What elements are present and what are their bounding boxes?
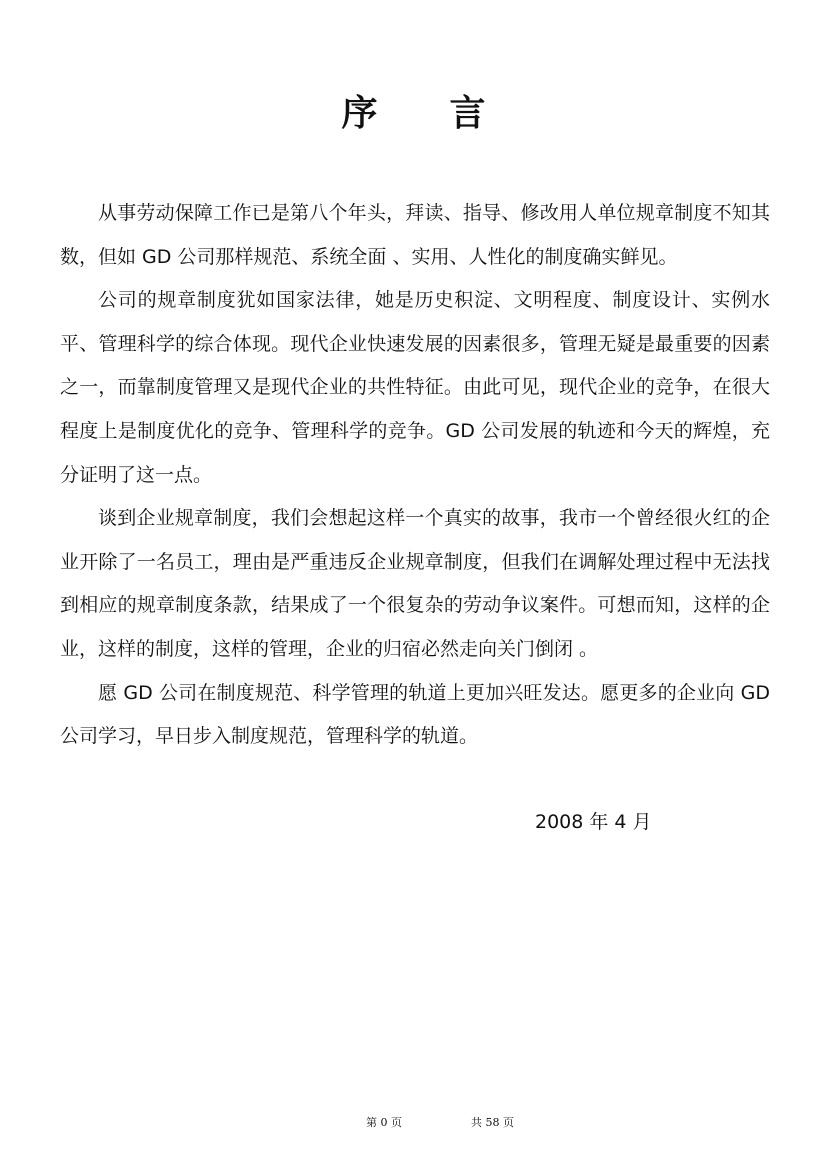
title-char-1: 序	[341, 92, 378, 134]
paragraph-4: 愿 GD 公司在制度规范、科学管理的轨道上更加兴旺发达。愿更多的企业向 GD 公司学习，早日步入制度规范，管理科学的轨道。	[60, 681, 770, 748]
title-char-2: 言	[449, 92, 486, 134]
paragraph-3: 谈到企业规章制度，我们会想起这样一个真实的故事，我市一个曾经很火红的企业开除了一名员工，理由是严重违反企业规章制度，但我们在调解处理过程中无法找到相应的规章制度条款，结果成了一个很复杂的劳动争议案件。可想而知，这样的企业，这样的制度，这样的管理，企业的归宿必然走向关门倒闭 。	[60, 507, 770, 660]
page-total: 共 58 页	[471, 1116, 514, 1129]
preface-body	[60, 192, 770, 759]
preface-date: 2008 年 4 月	[535, 811, 652, 833]
page-number: 第 0 页	[366, 1116, 402, 1129]
page-title	[0, 88, 827, 138]
paragraph-2: 公司的规章制度犹如国家法律，她是历史积淀、文明程度、制度设计、实例水平、管理科学的综合体现。现代企业快速发展的因素很多，管理无疑是最重要的因素之一，而靠制度管理又是现代企业的共性特征。由此可见，现代企业的竞争，在很大程度上是制度优化的竞争、管理科学的竞争。GD 公司发展的轨迹和今天的辉煌，充分证明了这一点。	[60, 289, 770, 486]
paragraph-1: 从事劳动保障工作已是第八个年头，拜读、指导、修改用人单位规章制度不知其数，但如 GD 公司那样规范、系统全面 、实用、人性化的制度确实鲜见。	[60, 202, 770, 268]
